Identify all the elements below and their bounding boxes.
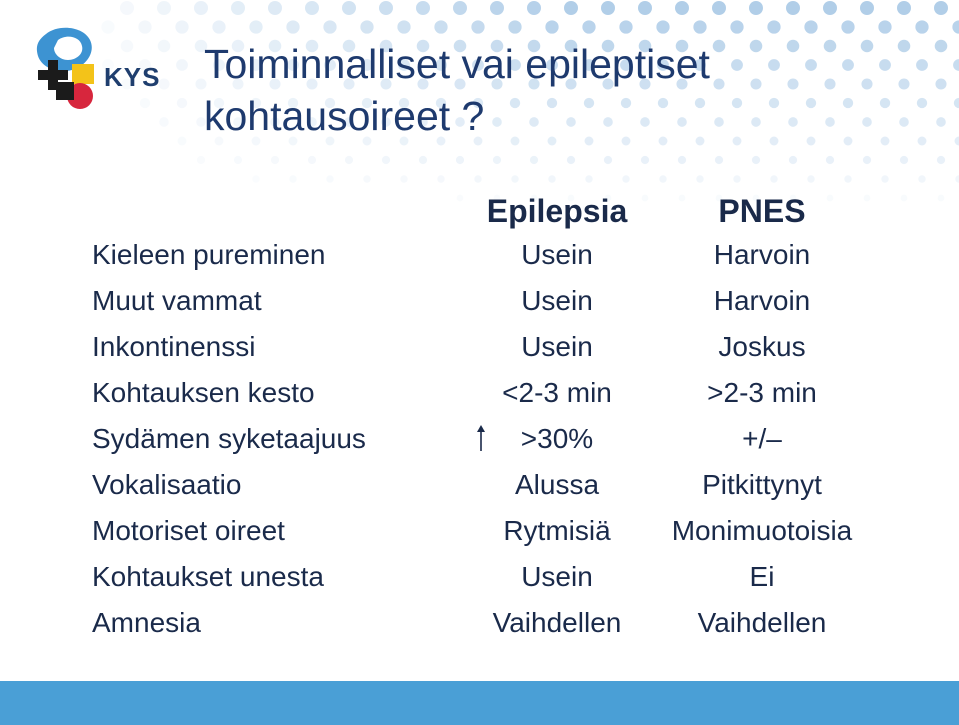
pnes-cell: >2-3 min [707, 377, 817, 408]
pnes-cell: Harvoin [713, 239, 811, 270]
decorative-dot [194, 1, 208, 15]
pnes-cell: Joskus [718, 331, 806, 362]
row-label: Kohtaukset unesta [92, 561, 324, 592]
table-row [92, 324, 912, 370]
decorative-dot [289, 175, 296, 182]
decorative-dot [548, 175, 555, 182]
epilepsia-cell: Vaihdellen [492, 607, 622, 638]
decorative-dot [715, 156, 723, 164]
decorative-dot [675, 1, 689, 15]
decorative-dot [511, 175, 518, 182]
decorative-dot [733, 175, 740, 182]
epilepsia-cell-with-arrow [472, 423, 642, 455]
decorative-dot [638, 1, 652, 15]
decorative-dot [564, 1, 578, 15]
decorative-dot [249, 20, 262, 33]
decorative-dot [693, 20, 706, 33]
row-label: Inkontinenssi [92, 331, 256, 362]
decorative-dot [806, 98, 816, 108]
decorative-dot [860, 1, 874, 15]
decorative-dot [844, 175, 851, 182]
decorative-dot [938, 195, 945, 202]
decorative-dot [656, 20, 669, 33]
decorative-dot [286, 20, 299, 33]
decorative-dot [419, 156, 427, 164]
decorative-dot [934, 1, 948, 15]
decorative-dot [954, 98, 959, 108]
decorative-dot [490, 1, 504, 15]
decorative-dot [732, 98, 742, 108]
table-row [92, 370, 912, 416]
decorative-dot [212, 20, 225, 33]
row-label: Kieleen pureminen [92, 239, 326, 270]
decorative-dot [493, 156, 501, 164]
decorative-dot [952, 20, 959, 33]
epilepsia-cell: Alussa [514, 469, 600, 500]
decorative-dot [935, 78, 946, 89]
pnes-cell: Monimuotoisia [671, 515, 853, 546]
pnes-cell: Pitkittynyt [702, 469, 822, 500]
decorative-dot [713, 78, 724, 89]
decorative-dot [453, 1, 467, 15]
decorative-dot [714, 117, 724, 127]
decorative-dot [712, 1, 726, 15]
decorative-dot [750, 78, 761, 89]
decorative-dot [900, 156, 908, 164]
decorative-dot [807, 137, 816, 146]
row-label: Kohtauksen kesto [92, 377, 315, 408]
row-label: Sydämen syketaajuus [92, 423, 366, 454]
decorative-dot [898, 78, 909, 89]
decorative-dot [841, 20, 854, 33]
decorative-dot [619, 20, 632, 33]
decorative-dot [397, 20, 410, 33]
decorative-dot [917, 98, 927, 108]
decorative-dot [899, 117, 909, 127]
decorative-dot [471, 20, 484, 33]
row-label: Amnesia [92, 607, 201, 638]
epilepsia-cell: Usein [521, 331, 593, 362]
footer-bar [0, 681, 959, 725]
decorative-dot [825, 117, 835, 127]
decorative-dot [197, 156, 205, 164]
page-title [204, 38, 710, 142]
decorative-dot [641, 156, 649, 164]
decorative-dot [824, 40, 837, 53]
logo-text: KYS [104, 62, 161, 92]
decorative-dot [456, 156, 464, 164]
decorative-dot [268, 1, 282, 15]
decorative-dot [659, 175, 666, 182]
decorative-dot [787, 40, 800, 53]
decorative-dot [805, 59, 817, 71]
decorative-dot [862, 117, 872, 127]
decorative-dot [416, 1, 430, 15]
decorative-dot [807, 175, 814, 182]
decorative-dot [843, 98, 853, 108]
decorative-dot [326, 175, 333, 182]
decorative-dot [824, 78, 835, 89]
epilepsia-cell-text: >30% [520, 423, 594, 454]
up-arrow-icon [476, 425, 486, 451]
decorative-dot [601, 1, 615, 15]
decorative-dot [770, 175, 777, 182]
decorative-dot [786, 1, 800, 15]
decorative-dot [955, 175, 959, 182]
decorative-dot [527, 1, 541, 15]
decorative-dot [530, 156, 538, 164]
table-row [92, 462, 912, 508]
decorative-dot [474, 175, 481, 182]
decorative-dot [768, 59, 780, 71]
decorative-dot [585, 175, 592, 182]
epilepsia-cell: Usein [521, 561, 593, 592]
decorative-dot [955, 137, 959, 146]
decorative-dot [252, 175, 259, 182]
table-header-row [92, 190, 912, 232]
title-line-2: kohtausoireet ? [204, 93, 485, 139]
decorative-dot [770, 137, 779, 146]
table-row [92, 508, 912, 554]
decorative-dot [863, 156, 871, 164]
decorative-dot [363, 175, 370, 182]
decorative-dot [918, 137, 927, 146]
pnes-cell: +/– [742, 423, 782, 454]
decorative-dot [789, 156, 797, 164]
decorative-dot [898, 40, 911, 53]
decorative-dot [751, 117, 761, 127]
decorative-dot [918, 175, 925, 182]
decorative-dot [234, 156, 242, 164]
decorative-dot [379, 1, 393, 15]
decorative-dot [271, 156, 279, 164]
decorative-dot [823, 1, 837, 15]
decorative-dot [713, 40, 726, 53]
decorative-dot [880, 98, 890, 108]
comparison-table [92, 190, 912, 646]
decorative-dot [382, 156, 390, 164]
decorative-dot [177, 98, 187, 108]
pnes-cell: Ei [749, 561, 775, 592]
table-row [92, 278, 912, 324]
table-row [92, 416, 912, 462]
header-pnes: PNES [718, 192, 806, 229]
decorative-dot [231, 1, 245, 15]
decorative-dot [826, 156, 834, 164]
row-label: Vokalisaatio [92, 469, 242, 500]
decorative-dot [767, 20, 780, 33]
decorative-dot [176, 59, 188, 71]
decorative-dot [733, 137, 742, 146]
decorative-dot [769, 98, 779, 108]
decorative-dot [604, 156, 612, 164]
decorative-dot [345, 156, 353, 164]
decorative-dot [878, 20, 891, 33]
decorative-dot [567, 156, 575, 164]
row-label: Muut vammat [92, 285, 262, 316]
decorative-dot [120, 1, 134, 15]
decorative-dot [342, 1, 356, 15]
decorative-dot [308, 156, 316, 164]
decorative-dot [323, 20, 336, 33]
decorative-dot [916, 59, 928, 71]
decorative-dot [175, 20, 188, 33]
pnes-cell: Vaihdellen [697, 607, 827, 638]
decorative-dot [508, 20, 521, 33]
table-row [92, 232, 912, 278]
decorative-dot [881, 137, 890, 146]
epilepsia-cell: Usein [521, 285, 593, 316]
row-label: Motoriset oireet [92, 515, 285, 546]
decorative-dot [622, 175, 629, 182]
decorative-dot [881, 175, 888, 182]
decorative-dot [437, 175, 444, 182]
decorative-dot [935, 40, 948, 53]
decorative-dot [752, 156, 760, 164]
decorative-dot [936, 117, 946, 127]
decorative-dot [159, 117, 169, 127]
decorative-dot [897, 1, 911, 15]
decorative-dot [915, 20, 928, 33]
decorative-dot [730, 20, 743, 33]
decorative-dot [937, 156, 945, 164]
decorative-dot [360, 20, 373, 33]
pnes-cell: Harvoin [713, 285, 811, 316]
decorative-dot [788, 117, 798, 127]
decorative-dot [731, 59, 743, 71]
decorative-dot [861, 78, 872, 89]
epilepsia-cell: Rytmisiä [503, 515, 611, 546]
decorative-dot [434, 20, 447, 33]
decorative-dot [804, 20, 817, 33]
decorative-dot [678, 156, 686, 164]
epilepsia-cell: <2-3 min [502, 377, 612, 408]
decorative-dot [844, 137, 853, 146]
decorative-dot [842, 59, 854, 71]
decorative-dot [749, 1, 763, 15]
decorative-dot [178, 137, 187, 146]
title-line-1: Toiminnalliset vai epileptiset [204, 41, 710, 87]
decorative-dot [879, 59, 891, 71]
header-epilepsia: Epilepsia [486, 192, 628, 229]
decorative-dot [750, 40, 763, 53]
table-row [92, 554, 912, 600]
decorative-dot [545, 20, 558, 33]
decorative-dot [400, 175, 407, 182]
decorative-dot [305, 1, 319, 15]
decorative-dot [696, 175, 703, 182]
decorative-dot [157, 1, 171, 15]
decorative-dot [582, 20, 595, 33]
decorative-dot [861, 40, 874, 53]
table-row [92, 600, 912, 646]
decorative-dot [953, 59, 959, 71]
decorative-dot [787, 78, 798, 89]
epilepsia-cell: Usein [521, 239, 593, 270]
